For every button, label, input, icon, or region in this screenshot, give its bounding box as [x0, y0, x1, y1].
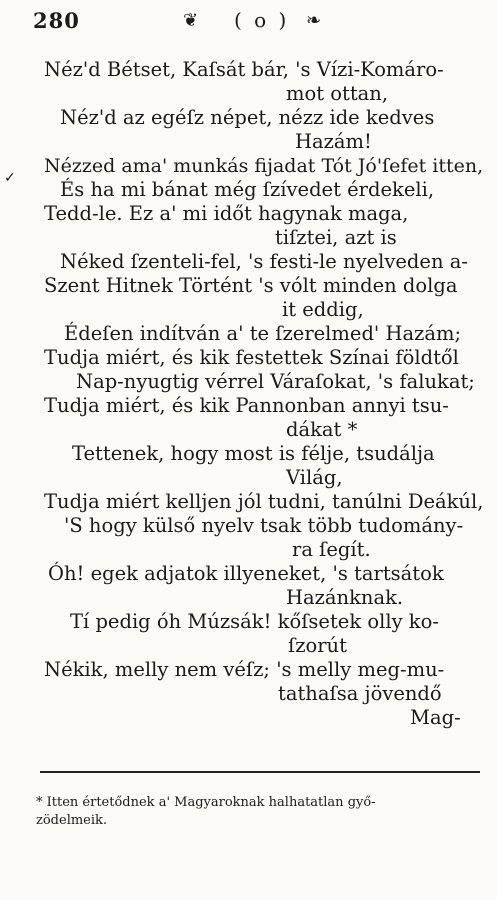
- text-line: Édeſen indítván a' te ſzerelmed' Hazám;: [64, 322, 462, 345]
- text-line: Néz'd az egéſz népet, nézz ide kedves: [60, 106, 435, 129]
- text-line: dákat *: [286, 418, 358, 441]
- margin-tick-icon: ✓: [4, 170, 16, 186]
- footnote-line: zödelmeik.: [36, 813, 108, 828]
- text-line: 'S hogy külső nyelv tsak több tudomány-: [64, 514, 464, 537]
- text-line: Világ,: [286, 466, 343, 489]
- text-line: Hazám!: [295, 130, 372, 153]
- text-line: mot ottan,: [286, 82, 389, 105]
- text-line: Nézzed ama' munkás fijadat Tót Jó'ſefet itten,: [44, 155, 484, 177]
- text-line: tiſztei, azt is: [275, 226, 397, 249]
- text-line: tathaſsa jövendő: [278, 682, 442, 705]
- text-line: Tudja miért, és kik Pannonban annyi tsu-: [44, 394, 449, 417]
- footnote-rule: [40, 771, 480, 773]
- text-line: ſzorút: [288, 634, 347, 657]
- text-line: Szent Hitnek Történt 's vólt minden dolga: [44, 274, 458, 297]
- text-line: Tudja miért kelljen jól tudni, tanúlni Deákúl,: [44, 490, 484, 513]
- text-line: Néked ſzenteli-fel, 's festi-le nyelveden a-: [60, 250, 468, 273]
- catchword: Mag-: [410, 706, 461, 729]
- text-line: ra ſegít.: [292, 538, 371, 561]
- header-center: ( o ): [234, 8, 290, 32]
- text-line: it eddig,: [282, 298, 364, 321]
- text-line: Tedd-le. Ez a' mi időt hagynak maga,: [44, 202, 409, 225]
- footnote-line: * Itten értetődnek a' Magyaroknak halhatatlan győ-: [36, 795, 376, 810]
- text-line: Tí pedig óh Múzsák! kőſsetek olly ko-: [70, 610, 439, 633]
- text-line: Nékik, melly nem véſz; 's melly meg-mu-: [44, 658, 445, 681]
- text-line: Nap-nyugtig vérrel Váraſokat, 's falukat;: [76, 370, 475, 393]
- footnote: [36, 794, 486, 830]
- left-ornament-icon: ❦: [183, 10, 199, 31]
- text-line: Tettenek, hogy most is félje, tsudálja: [72, 442, 435, 465]
- page-number: 280: [33, 8, 80, 33]
- text-line: Néz'd Bétset, Kaſsát bár, 's Vízi-Komáro-: [44, 58, 444, 81]
- text-line: Óh! egek adjatok illyeneket, 's tartsátok: [48, 562, 444, 585]
- text-line: Tudja miért, és kik festettek Színai földtől: [44, 346, 459, 369]
- right-ornament-icon: ❧: [306, 10, 322, 31]
- text-line: Hazánknak.: [286, 586, 404, 609]
- text-line: És ha mi bánat még ſzívedet érdekeli,: [60, 178, 435, 201]
- running-header: [0, 6, 497, 40]
